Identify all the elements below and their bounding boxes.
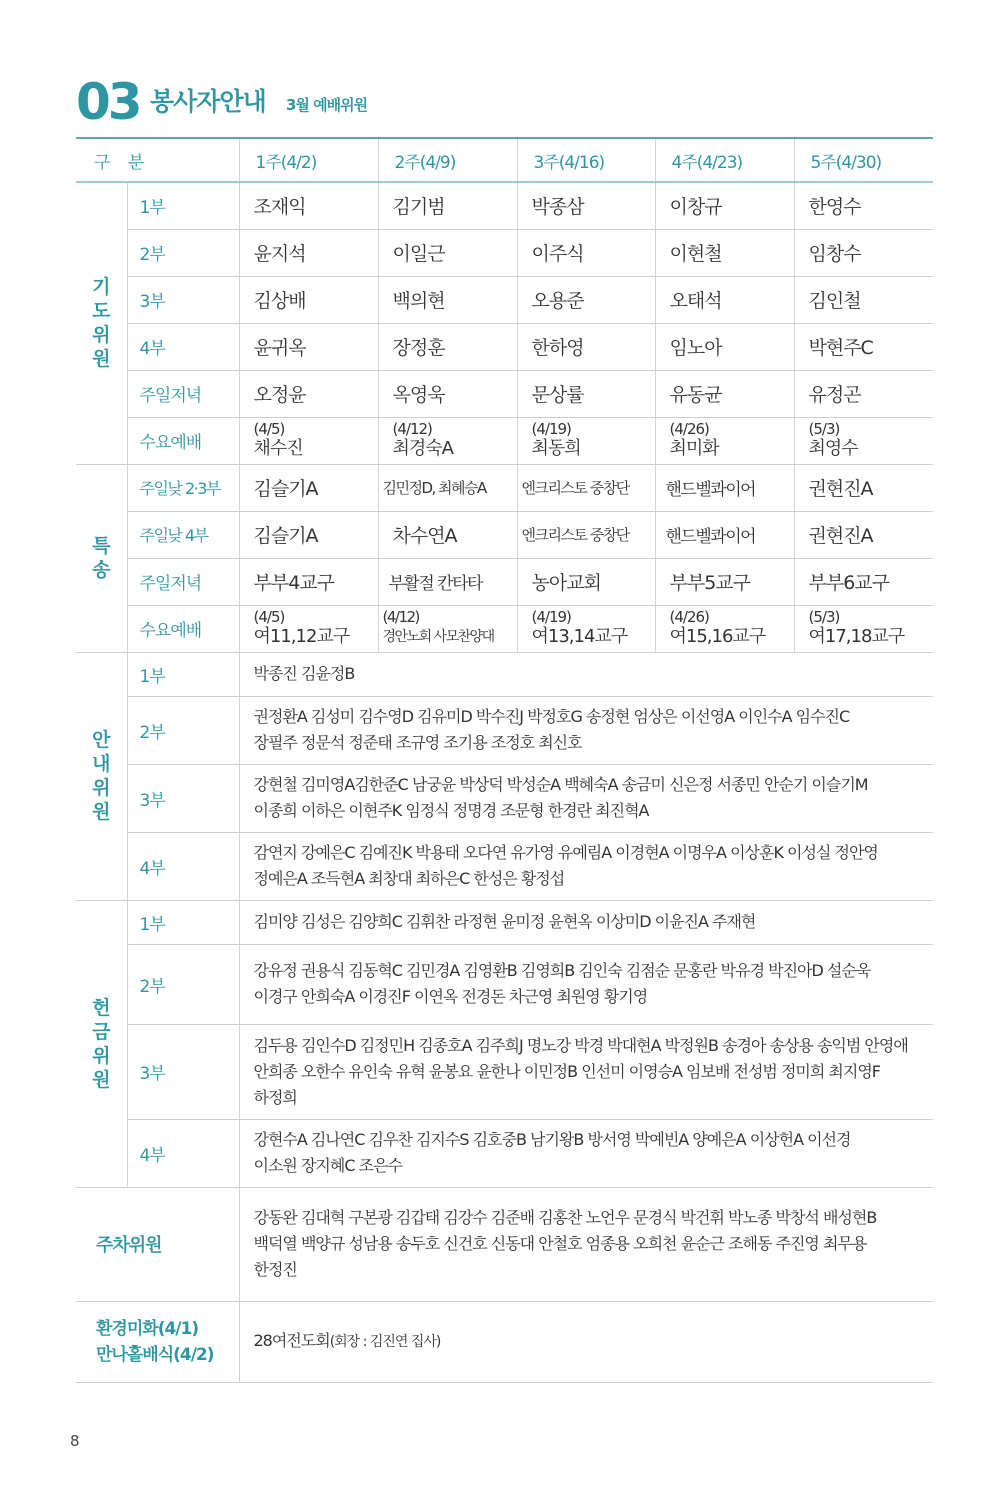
names-line: 강유정 권용식 김동혁C 김민경A 김영환B 김영희B 김인숙 김점순 문홍란 박유경 박진아D 설순욱	[253, 961, 871, 980]
table-row	[76, 558, 933, 605]
table-cell: 이주식	[517, 229, 655, 276]
table-cell: 이일근	[378, 229, 517, 276]
section-number: 03	[76, 73, 140, 131]
table-cell: 문상률	[517, 370, 655, 417]
table-row	[76, 1024, 933, 1119]
row-label: 3부	[127, 1024, 239, 1119]
cell-date: (4/26)	[669, 420, 709, 438]
table-cell: 김슬기A	[239, 511, 378, 558]
category-offering	[76, 900, 127, 1187]
names-line: 감연지 강예은C 김예진K 박용태 오다연 유가영 유예림A 이경현A 이명우A 이상훈K 이성실 정안영	[253, 843, 878, 862]
table-cell: 농아교회	[517, 558, 655, 605]
names-line: 강현수A 김나연C 김우찬 김지수S 김호중B 남기왕B 방서영 박예빈A 양예은A 이상헌A 이선경	[253, 1130, 851, 1149]
week-header: 4주(4/23)	[655, 138, 794, 182]
table-cell: 박종삼	[517, 182, 655, 229]
table-cell: 오용준	[517, 276, 655, 323]
names-cell	[239, 944, 933, 1024]
table-cell	[517, 417, 655, 464]
table-cell: 오태석	[655, 276, 794, 323]
cell-name: 여17,18교구	[808, 626, 905, 647]
names-line: 김미양 김성은 김양희C 김휘찬 라정현 윤미정 윤현옥 이상미D 이윤진A 주재현	[253, 912, 756, 931]
table-cell: 김민정D, 최혜승A	[378, 464, 517, 511]
table-row	[76, 511, 933, 558]
row-label: 3부	[127, 764, 239, 832]
table-cell	[378, 605, 517, 652]
table-cell: 장정훈	[378, 323, 517, 370]
section-title: 봉사자안내	[150, 87, 266, 116]
table-cell: 권현진A	[794, 511, 933, 558]
row-label: 수요예배	[127, 417, 239, 464]
table-cell	[794, 605, 933, 652]
names-line: 정예은A 조득현A 최창대 최하은C 한성은 황정섭	[253, 869, 565, 888]
names-line: 강현철 김미영A김한준C 남궁윤 박상덕 박성순A 백혜숙A 송금미 신은정 서종민 안순기 이슬기M	[253, 775, 868, 794]
table-header-row	[76, 138, 933, 182]
table-row	[76, 276, 933, 323]
table-row	[76, 1301, 933, 1382]
table-cell: 김인철	[794, 276, 933, 323]
table-cell: 한영수	[794, 182, 933, 229]
cell-name: 채수진	[253, 438, 303, 459]
names-cell	[239, 900, 933, 944]
row-label: 주일낮 4부	[127, 511, 239, 558]
table-row	[76, 417, 933, 464]
names-line: 하정희	[253, 1087, 297, 1107]
division-header: 구 분	[76, 138, 239, 182]
cell-date: (5/3)	[808, 608, 840, 626]
week-header: 5주(4/30)	[794, 138, 933, 182]
table-row	[76, 764, 933, 832]
names-line: 이경구 안희숙A 이경진F 이연옥 전경돈 차근영 최원영 황기영	[253, 987, 648, 1006]
cell-name: 경안노회 사모찬양대	[382, 629, 494, 645]
table-cell: 이창규	[655, 182, 794, 229]
row-label: 4부	[127, 323, 239, 370]
cell-name: 최경숙A	[392, 438, 453, 459]
names-cell	[239, 652, 933, 696]
cell-date: (4/12)	[392, 420, 432, 438]
names-cell	[239, 696, 933, 764]
cell-date: (4/5)	[253, 608, 285, 626]
table-row	[76, 1187, 933, 1301]
table-cell: 부활절 칸타타	[378, 558, 517, 605]
table-row	[76, 464, 933, 511]
table-row	[76, 832, 933, 900]
table-cell	[517, 605, 655, 652]
cell-date: (4/5)	[253, 420, 285, 438]
table-cell: 엔크리스토 중창단	[517, 464, 655, 511]
names-line: 안희종 오한수 유인숙 유혁 윤봉요 윤한나 이민정B 인선미 이영승A 임보배 전성범 정미희 최지영F	[253, 1061, 880, 1081]
table-cell: 핸드벨콰이어	[655, 464, 794, 511]
names-cell	[239, 1301, 933, 1382]
cell-name: 최미화	[669, 438, 719, 459]
row-label: 1부	[127, 900, 239, 944]
cell-date: (4/19)	[531, 608, 571, 626]
table-cell: 박현주C	[794, 323, 933, 370]
category-parking: 주차위원	[76, 1187, 239, 1301]
table-row	[76, 370, 933, 417]
table-row	[76, 605, 933, 652]
row-label: 3부	[127, 276, 239, 323]
category-label: 특 송	[92, 535, 111, 581]
category-label: 기 도 위 원	[92, 276, 111, 371]
cell-date: (5/3)	[808, 420, 840, 438]
cell-date: (4/12)	[382, 608, 419, 626]
table-cell	[239, 417, 378, 464]
names-line: 박종진 김윤정B	[253, 664, 355, 683]
names-line: 이종희 이하은 이현주K 임정식 정명경 조문형 한경란 최진혁A	[253, 801, 649, 820]
row-label: 주일저녁	[127, 558, 239, 605]
table-cell: 핸드벨콰이어	[655, 511, 794, 558]
table-cell: 부부6교구	[794, 558, 933, 605]
category-special	[76, 464, 127, 652]
row-label: 2부	[127, 229, 239, 276]
names-line: 김두용 김인수D 김정민H 김종호A 김주희J 명노강 박경 박대현A 박정원B 송경아 송상용 송익범 안영애	[253, 1035, 908, 1055]
row-label: 2부	[127, 944, 239, 1024]
table-cell: 권현진A	[794, 464, 933, 511]
category-prayer	[76, 182, 127, 464]
table-cell: 백의현	[378, 276, 517, 323]
cell-name: 여11,12교구	[253, 626, 350, 647]
table-row	[76, 900, 933, 944]
row-label: 수요예배	[127, 605, 239, 652]
table-cell: 유정곤	[794, 370, 933, 417]
group-note: (회장 : 김진연 집사)	[329, 1334, 441, 1350]
row-label: 2부	[127, 696, 239, 764]
week-header: 1주(4/2)	[239, 138, 378, 182]
names-line: 장필주 정문석 정준태 조규영 조기용 조정호 최신호	[253, 733, 582, 752]
table-cell: 윤귀옥	[239, 323, 378, 370]
table-cell: 오정윤	[239, 370, 378, 417]
table-row	[76, 696, 933, 764]
table-cell	[794, 417, 933, 464]
category-label: 환경미화(4/1)	[96, 1318, 199, 1339]
cell-name: 최영수	[808, 438, 858, 459]
names-cell	[239, 1119, 933, 1187]
table-cell: 부부5교구	[655, 558, 794, 605]
table-cell	[655, 605, 794, 652]
category-label: 만나홀배식(4/2)	[96, 1344, 214, 1365]
table-cell: 차수연A	[378, 511, 517, 558]
cell-name: 여15,16교구	[669, 626, 766, 647]
names-cell	[239, 764, 933, 832]
row-label: 주일저녁	[127, 370, 239, 417]
names-line: 권정환A 김성미 김수영D 김유미D 박수진J 박정호G 송정현 엄상은 이선영A 이인수A 임수진C	[253, 707, 850, 726]
names-cell	[239, 1187, 933, 1301]
cell-name: 최동희	[531, 438, 581, 459]
row-label: 1부	[127, 182, 239, 229]
table-row	[76, 1119, 933, 1187]
week-header: 2주(4/9)	[378, 138, 517, 182]
category-environment	[76, 1301, 239, 1382]
volunteer-table	[76, 137, 933, 1383]
table-cell: 김기범	[378, 182, 517, 229]
cell-name: 여13,14교구	[531, 626, 628, 647]
cell-date: (4/19)	[531, 420, 571, 438]
table-cell	[655, 417, 794, 464]
page-number: 8	[70, 1432, 80, 1450]
table-cell: 부부4교구	[239, 558, 378, 605]
table-row	[76, 944, 933, 1024]
group-name: 28여전도회	[253, 1331, 330, 1350]
row-label: 1부	[127, 652, 239, 696]
table-cell: 조재익	[239, 182, 378, 229]
table-cell: 이현철	[655, 229, 794, 276]
table-row	[76, 182, 933, 229]
row-label: 4부	[127, 1119, 239, 1187]
table-row	[76, 323, 933, 370]
section-subtitle: 3월 예배위원	[286, 96, 368, 114]
row-label: 4부	[127, 832, 239, 900]
names-line: 한정진	[253, 1260, 297, 1279]
names-line: 백덕열 백양규 성남용 송두호 신건호 신동대 안철호 엄종용 오희천 윤순근 조해동 주진영 최무용	[253, 1234, 867, 1253]
table-cell: 유동균	[655, 370, 794, 417]
table-cell: 엔크리스토 중창단	[517, 511, 655, 558]
names-line: 강동완 김대혁 구본광 김갑태 김강수 김준배 김홍찬 노언우 문경식 박건휘 박노종 박창석 배성현B	[253, 1208, 877, 1227]
cell-date: (4/26)	[669, 608, 709, 626]
table-cell: 김상배	[239, 276, 378, 323]
table-cell: 김슬기A	[239, 464, 378, 511]
category-label: 헌 금 위 원	[92, 996, 111, 1091]
category-label: 안 내 위 원	[92, 729, 111, 823]
table-cell: 옥영욱	[378, 370, 517, 417]
row-label: 주일낮 2·3부	[127, 464, 239, 511]
table-cell: 한하영	[517, 323, 655, 370]
table-cell: 윤지석	[239, 229, 378, 276]
table-cell	[378, 417, 517, 464]
table-row	[76, 229, 933, 276]
names-cell	[239, 832, 933, 900]
category-guide	[76, 652, 127, 900]
week-header: 3주(4/16)	[517, 138, 655, 182]
table-row	[76, 652, 933, 696]
table-cell: 임노아	[655, 323, 794, 370]
names-line: 이소원 장지혜C 조은수	[253, 1156, 402, 1175]
names-cell	[239, 1024, 933, 1119]
table-cell: 임창수	[794, 229, 933, 276]
table-cell	[239, 605, 378, 652]
